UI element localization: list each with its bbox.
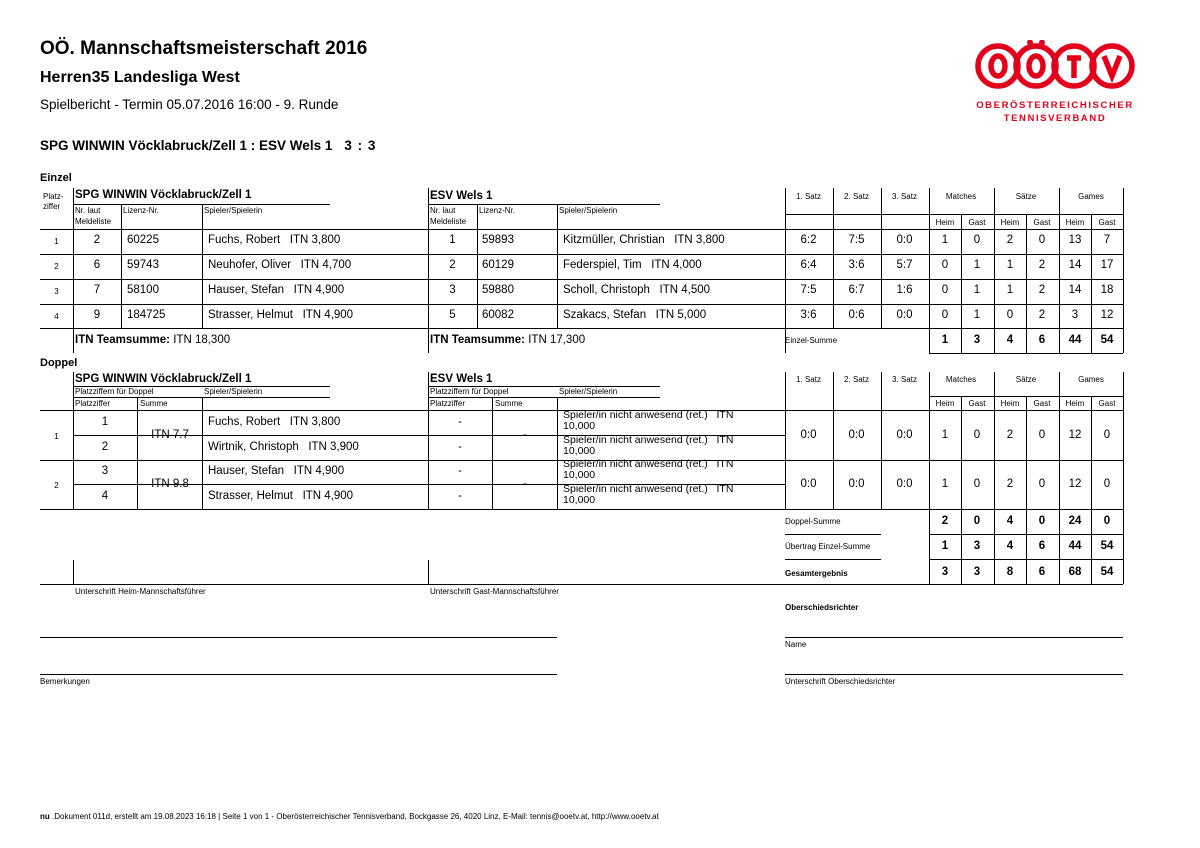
satz3: 0:0 bbox=[896, 429, 913, 441]
rule bbox=[73, 372, 74, 509]
score-mh: 1 bbox=[941, 429, 949, 441]
score-gh: 3 bbox=[1071, 309, 1079, 321]
col-gast: Gast bbox=[1033, 218, 1051, 227]
rule bbox=[1123, 372, 1124, 584]
rule bbox=[785, 559, 881, 560]
home-player-2: Wirtnik, Christoph ITN 3,900 bbox=[208, 441, 359, 453]
away-lizenz: 60082 bbox=[482, 309, 514, 321]
rule bbox=[492, 397, 493, 509]
doppel-home-team: SPG WINWIN Vöcklabruck/Zell 1 bbox=[75, 373, 252, 385]
rule bbox=[1026, 396, 1027, 584]
satz2: 6:7 bbox=[848, 284, 865, 296]
score-mg: 0 bbox=[973, 478, 981, 490]
score-gg: 17 bbox=[1100, 259, 1114, 271]
rule bbox=[428, 188, 429, 353]
rule bbox=[929, 188, 930, 353]
report-info: Spielbericht - Termin 05.07.2016 16:00 - 9. Runde bbox=[40, 97, 339, 112]
col-gast: Gast bbox=[1098, 399, 1116, 408]
col-spieler-home: Spieler/Spielerin bbox=[204, 387, 263, 396]
col-nr-away-2: Meldeliste bbox=[430, 217, 467, 226]
page-title: OÖ. Mannschaftsmeisterschaft 2016 bbox=[40, 38, 368, 59]
satz1: 3:6 bbox=[800, 309, 817, 321]
home-player: Strasser, Helmut ITN 4,900 bbox=[208, 309, 354, 321]
footer-prefix: nu bbox=[40, 812, 50, 821]
home-player-2: Strasser, Helmut ITN 4,900 bbox=[208, 490, 354, 502]
doppel-sum-mg: 0 bbox=[973, 515, 981, 527]
rule bbox=[961, 214, 962, 353]
col-summe-home: Summe bbox=[140, 399, 168, 408]
col-pz-doppel-away: Platzziffern für Doppel bbox=[430, 387, 509, 396]
rule bbox=[428, 435, 785, 436]
score-gh: 12 bbox=[1068, 478, 1082, 490]
doppel-sum-label: Doppel-Summe bbox=[785, 517, 841, 526]
away-player-1: Spieler/in nicht anwesend (ret.) ITN 10,000 bbox=[563, 409, 737, 432]
col-satz2: 2. Satz bbox=[844, 192, 869, 201]
rule bbox=[929, 353, 1123, 354]
itn-home-value: ITN 18,300 bbox=[173, 334, 231, 346]
league-name: Herren35 Landesliga West bbox=[40, 69, 240, 86]
col-matches: Matches bbox=[945, 375, 977, 384]
away-pz-2: - bbox=[458, 441, 462, 453]
satz2: 0:0 bbox=[848, 429, 865, 441]
home-nr: 2 bbox=[93, 234, 101, 246]
away-nr: 5 bbox=[449, 309, 456, 321]
doppel-carry-sh: 4 bbox=[1006, 540, 1014, 552]
score-gg: 0 bbox=[1103, 478, 1111, 490]
score-gh: 14 bbox=[1068, 259, 1082, 271]
remarks-label: Bemerkungen bbox=[40, 677, 90, 686]
home-player-1: Fuchs, Robert ITN 3,800 bbox=[208, 416, 341, 428]
home-pz-2: 2 bbox=[101, 441, 109, 453]
score-gh: 13 bbox=[1068, 234, 1082, 246]
col-nr-home: Nr. laut bbox=[75, 206, 101, 215]
home-lizenz: 184725 bbox=[127, 309, 166, 321]
itn-away-value: ITN 17,300 bbox=[528, 334, 586, 346]
col-heim: Heim bbox=[1065, 399, 1085, 408]
col-satz3: 3. Satz bbox=[892, 375, 917, 384]
row-platz: 3 bbox=[54, 287, 59, 296]
away-captain-signature-label: Unterschrift Gast-Mannschaftsführer bbox=[430, 587, 559, 596]
referee-name-label: Name bbox=[785, 640, 807, 649]
doppel-sum-gg: 0 bbox=[1103, 515, 1111, 527]
doppel-total-sh: 8 bbox=[1006, 566, 1014, 578]
doppel-carry-mh: 1 bbox=[941, 540, 949, 552]
rule bbox=[73, 484, 137, 485]
rule bbox=[73, 560, 74, 584]
home-player: Hauser, Stefan ITN 4,900 bbox=[208, 284, 345, 296]
col-spieler-home: Spieler/Spielerin bbox=[204, 206, 263, 215]
col-satz1: 1. Satz bbox=[796, 375, 821, 384]
away-player: Scholl, Christoph ITN 4,500 bbox=[563, 284, 711, 296]
row-platz: 4 bbox=[54, 312, 59, 321]
score-sg: 2 bbox=[1038, 259, 1046, 271]
satz1: 6:4 bbox=[800, 259, 817, 271]
satz1: 7:5 bbox=[800, 284, 817, 296]
doppel-carry-mg: 3 bbox=[973, 540, 981, 552]
col-lizenz-home: Lizenz-Nr. bbox=[123, 206, 160, 215]
col-games: Games bbox=[1078, 375, 1104, 384]
rule bbox=[428, 560, 429, 584]
score-mh: 0 bbox=[941, 259, 949, 271]
einzel-sum-gh: 44 bbox=[1068, 334, 1082, 346]
rule bbox=[785, 637, 1123, 638]
row-platz: 2 bbox=[54, 262, 59, 271]
away-player-2: Spieler/in nicht anwesend (ret.) ITN 10,000 bbox=[563, 434, 737, 457]
doppel-sum-mh: 2 bbox=[941, 515, 949, 527]
rule bbox=[40, 637, 557, 638]
rule bbox=[1059, 188, 1060, 353]
col-heim: Heim bbox=[1000, 218, 1020, 227]
col-saetze: Sätze bbox=[1015, 375, 1037, 384]
score-sh: 2 bbox=[1006, 234, 1014, 246]
satz1: 6:2 bbox=[800, 234, 817, 246]
itn-label: ITN Teamsumme: bbox=[430, 334, 526, 346]
itn-home bbox=[75, 334, 230, 346]
away-player: Kitzmüller, Christian ITN 3,800 bbox=[563, 234, 725, 246]
score-sg: 0 bbox=[1038, 234, 1046, 246]
away-nr: 2 bbox=[449, 259, 456, 271]
platz-label: Platz- bbox=[43, 192, 64, 201]
rule bbox=[121, 204, 122, 328]
satz2: 0:0 bbox=[848, 478, 865, 490]
rule bbox=[881, 372, 882, 509]
rule bbox=[73, 386, 330, 387]
rule bbox=[477, 204, 478, 328]
home-pz-2: 4 bbox=[101, 490, 109, 502]
home-lizenz: 59743 bbox=[127, 259, 159, 271]
score-sh: 1 bbox=[1006, 259, 1014, 271]
satz1: 0:0 bbox=[800, 429, 817, 441]
home-itn-sum: ITN 7.7 bbox=[151, 429, 189, 441]
score-mg: 0 bbox=[973, 429, 981, 441]
score-mg: 1 bbox=[973, 284, 981, 296]
rule bbox=[785, 214, 1123, 215]
score-mh: 1 bbox=[941, 478, 949, 490]
score-mg: 0 bbox=[973, 234, 981, 246]
col-gast: Gast bbox=[1033, 399, 1051, 408]
rule bbox=[428, 397, 660, 398]
doppel-away-team: ESV Wels 1 bbox=[430, 373, 493, 385]
score-mg: 1 bbox=[973, 259, 981, 271]
home-lizenz: 60225 bbox=[127, 234, 159, 246]
rule bbox=[40, 584, 1123, 585]
satz2: 0:6 bbox=[848, 309, 865, 321]
away-nr: 3 bbox=[449, 284, 456, 296]
home-player: Neuhofer, Oliver ITN 4,700 bbox=[208, 259, 352, 271]
satz3: 0:0 bbox=[896, 478, 913, 490]
rule bbox=[73, 435, 137, 436]
away-player: Szakacs, Stefan ITN 5,000 bbox=[563, 309, 707, 321]
rule bbox=[40, 674, 557, 675]
col-gast: Gast bbox=[1098, 218, 1116, 227]
away-nr: 1 bbox=[449, 234, 456, 246]
score-gg: 18 bbox=[1100, 284, 1114, 296]
col-platzziffer-away: Platzziffer bbox=[430, 399, 465, 408]
ootv-logo bbox=[970, 40, 1140, 130]
home-nr: 9 bbox=[93, 309, 101, 321]
score-sg: 0 bbox=[1038, 478, 1046, 490]
satz2: 7:5 bbox=[848, 234, 865, 246]
rule bbox=[1123, 188, 1124, 353]
score-sg: 0 bbox=[1038, 429, 1046, 441]
match-heading bbox=[40, 138, 376, 153]
referee-signature-label: Unterschrift Oberschiedsrichter bbox=[785, 677, 896, 686]
row-platz: 2 bbox=[54, 481, 59, 490]
rule bbox=[833, 188, 834, 328]
score-gg: 0 bbox=[1103, 429, 1111, 441]
einzel-sum-sg: 6 bbox=[1038, 334, 1046, 346]
rule bbox=[137, 435, 428, 436]
home-pz-1: 1 bbox=[101, 416, 109, 428]
rule bbox=[785, 372, 786, 509]
rule bbox=[202, 397, 203, 509]
col-saetze: Sätze bbox=[1015, 192, 1037, 201]
col-heim: Heim bbox=[1065, 218, 1085, 227]
satz3: 0:0 bbox=[896, 309, 913, 321]
doppel-total-gg: 54 bbox=[1100, 566, 1114, 578]
row-platz: 1 bbox=[54, 237, 59, 246]
home-player: Fuchs, Robert ITN 3,800 bbox=[208, 234, 341, 246]
einzel-away-team: ESV Wels 1 bbox=[430, 190, 493, 202]
score-gh: 12 bbox=[1068, 429, 1082, 441]
satz2: 3:6 bbox=[848, 259, 865, 271]
score-sg: 2 bbox=[1038, 309, 1046, 321]
rule bbox=[137, 484, 428, 485]
score-gg: 7 bbox=[1103, 234, 1111, 246]
doppel-total-gh: 68 bbox=[1068, 566, 1082, 578]
rule bbox=[428, 386, 660, 387]
col-satz1: 1. Satz bbox=[796, 192, 821, 201]
satz1: 0:0 bbox=[800, 478, 817, 490]
rule bbox=[929, 559, 1123, 560]
col-nr-home-2: Meldeliste bbox=[75, 217, 112, 226]
away-pz-2: - bbox=[458, 490, 462, 502]
rule bbox=[994, 188, 995, 353]
rule bbox=[833, 372, 834, 509]
referee-title: Oberschiedsrichter bbox=[785, 603, 859, 612]
rule bbox=[929, 372, 930, 584]
rule bbox=[785, 674, 1123, 675]
away-player-1: Spieler/in nicht anwesend (ret.) ITN 10,000 bbox=[563, 458, 737, 481]
rule bbox=[785, 534, 881, 535]
rule bbox=[1091, 396, 1092, 584]
score-sh: 1 bbox=[1006, 284, 1014, 296]
logo-line-1: OBERÖSTERREICHISCHER bbox=[976, 100, 1134, 111]
rule bbox=[961, 396, 962, 584]
score-mg: 1 bbox=[973, 309, 981, 321]
home-nr: 7 bbox=[93, 284, 101, 296]
doppel-sum-sg: 0 bbox=[1038, 515, 1046, 527]
col-pz-doppel-home: Platzziffern für Doppel bbox=[75, 387, 154, 396]
einzel-sum-mg: 3 bbox=[973, 334, 981, 346]
rule bbox=[428, 372, 429, 509]
doppel-total-mh: 3 bbox=[941, 566, 949, 578]
doppel-carry-sg: 6 bbox=[1038, 540, 1046, 552]
doppel-total-sg: 6 bbox=[1038, 566, 1046, 578]
rule bbox=[137, 397, 138, 509]
home-itn-sum: ITN 9.8 bbox=[151, 478, 189, 490]
home-player-1: Hauser, Stefan ITN 4,900 bbox=[208, 465, 345, 477]
score-gg: 12 bbox=[1100, 309, 1114, 321]
home-captain-signature-label: Unterschrift Heim-Mannschaftsführer bbox=[75, 587, 206, 596]
home-lizenz: 58100 bbox=[127, 284, 159, 296]
itn-away bbox=[430, 334, 585, 346]
doppel-sum-gh: 24 bbox=[1068, 515, 1082, 527]
home-nr: 6 bbox=[93, 259, 101, 271]
satz3: 5:7 bbox=[896, 259, 913, 271]
away-player: Federspiel, Tim ITN 4,000 bbox=[563, 259, 702, 271]
col-satz2: 2. Satz bbox=[844, 375, 869, 384]
platz-label-2: ziffer bbox=[43, 202, 61, 211]
rule bbox=[202, 204, 203, 328]
match-teams: SPG WINWIN Vöcklabruck/Zell 1 : ESV Wels 1 bbox=[40, 138, 333, 153]
itn-label: ITN Teamsumme: bbox=[75, 334, 171, 346]
score-gh: 14 bbox=[1068, 284, 1082, 296]
einzel-sum-label: Einzel-Summe bbox=[785, 336, 838, 345]
score-mh: 1 bbox=[941, 234, 949, 246]
score-sh: 2 bbox=[1006, 429, 1014, 441]
doppel-carry-gh: 44 bbox=[1068, 540, 1082, 552]
col-heim: Heim bbox=[1000, 399, 1020, 408]
doppel-carry-gg: 54 bbox=[1100, 540, 1114, 552]
einzel-section-title: Einzel bbox=[40, 172, 72, 184]
col-satz3: 3. Satz bbox=[892, 192, 917, 201]
ootv-logo-graphic bbox=[970, 40, 1140, 100]
rule bbox=[557, 397, 558, 509]
score-sh: 2 bbox=[1006, 478, 1014, 490]
rule bbox=[73, 188, 74, 353]
footer-text: .Dokument 011d, erstellt am 19.08.2023 16:18 | Seite 1 von 1 - Oberösterreichischer Tennisverband, Bockgasse 26, 4020 Linz, E-Mail: tennis@ooetv.at, http://www.ooetv.at bbox=[49, 812, 659, 821]
score-mh: 0 bbox=[941, 309, 949, 321]
col-heim: Heim bbox=[935, 399, 955, 408]
col-summe-away: Summe bbox=[495, 399, 523, 408]
home-pz-1: 3 bbox=[101, 465, 109, 477]
rule bbox=[994, 372, 995, 584]
row-platz: 1 bbox=[54, 432, 59, 441]
rule bbox=[881, 188, 882, 328]
col-nr-away: Nr. laut bbox=[430, 206, 456, 215]
score-sh: 0 bbox=[1006, 309, 1014, 321]
einzel-home-team: SPG WINWIN Vöcklabruck/Zell 1 bbox=[75, 189, 252, 201]
doppel-section-title: Doppel bbox=[40, 357, 78, 369]
score-sg: 2 bbox=[1038, 284, 1046, 296]
rule bbox=[1059, 372, 1060, 584]
away-lizenz: 59880 bbox=[482, 284, 514, 296]
total-label: Gesamtergebnis bbox=[785, 569, 848, 578]
col-matches: Matches bbox=[945, 192, 977, 201]
col-gast: Gast bbox=[968, 218, 986, 227]
rule bbox=[428, 204, 660, 205]
doppel-total-mg: 3 bbox=[973, 566, 981, 578]
rule bbox=[785, 188, 786, 353]
col-games: Games bbox=[1078, 192, 1104, 201]
away-sum: - bbox=[523, 429, 527, 441]
col-heim: Heim bbox=[935, 218, 955, 227]
away-lizenz: 59893 bbox=[482, 234, 514, 246]
away-sum: - bbox=[523, 478, 527, 490]
satz3: 1:6 bbox=[896, 284, 913, 296]
satz3: 0:0 bbox=[896, 234, 913, 246]
col-gast: Gast bbox=[968, 399, 986, 408]
footer bbox=[40, 812, 659, 821]
col-spieler-away: Spieler/Spielerin bbox=[559, 387, 618, 396]
einzel-sum-mh: 1 bbox=[941, 334, 949, 346]
col-spieler-away: Spieler/Spielerin bbox=[559, 206, 618, 215]
einzel-sum-gg: 54 bbox=[1100, 334, 1114, 346]
doppel-sum-sh: 4 bbox=[1006, 515, 1014, 527]
carry-label: Übertrag Einzel-Summe bbox=[785, 542, 871, 551]
rule bbox=[557, 204, 558, 328]
rule bbox=[1026, 214, 1027, 353]
rule bbox=[1091, 214, 1092, 353]
away-lizenz: 60129 bbox=[482, 259, 514, 271]
match-score: 3 : 3 bbox=[344, 138, 377, 153]
logo-line-2: TENNISVERBAND bbox=[1003, 113, 1107, 124]
einzel-sum-sh: 4 bbox=[1006, 334, 1014, 346]
col-platzziffer-home: Platzziffer bbox=[75, 399, 110, 408]
away-pz-1: - bbox=[458, 416, 462, 428]
away-pz-1: - bbox=[458, 465, 462, 477]
away-player-2: Spieler/in nicht anwesend (ret.) ITN 10,000 bbox=[563, 483, 737, 506]
score-mh: 0 bbox=[941, 284, 949, 296]
rule bbox=[428, 484, 785, 485]
col-lizenz-away: Lizenz-Nr. bbox=[479, 206, 516, 215]
rule bbox=[929, 534, 1123, 535]
